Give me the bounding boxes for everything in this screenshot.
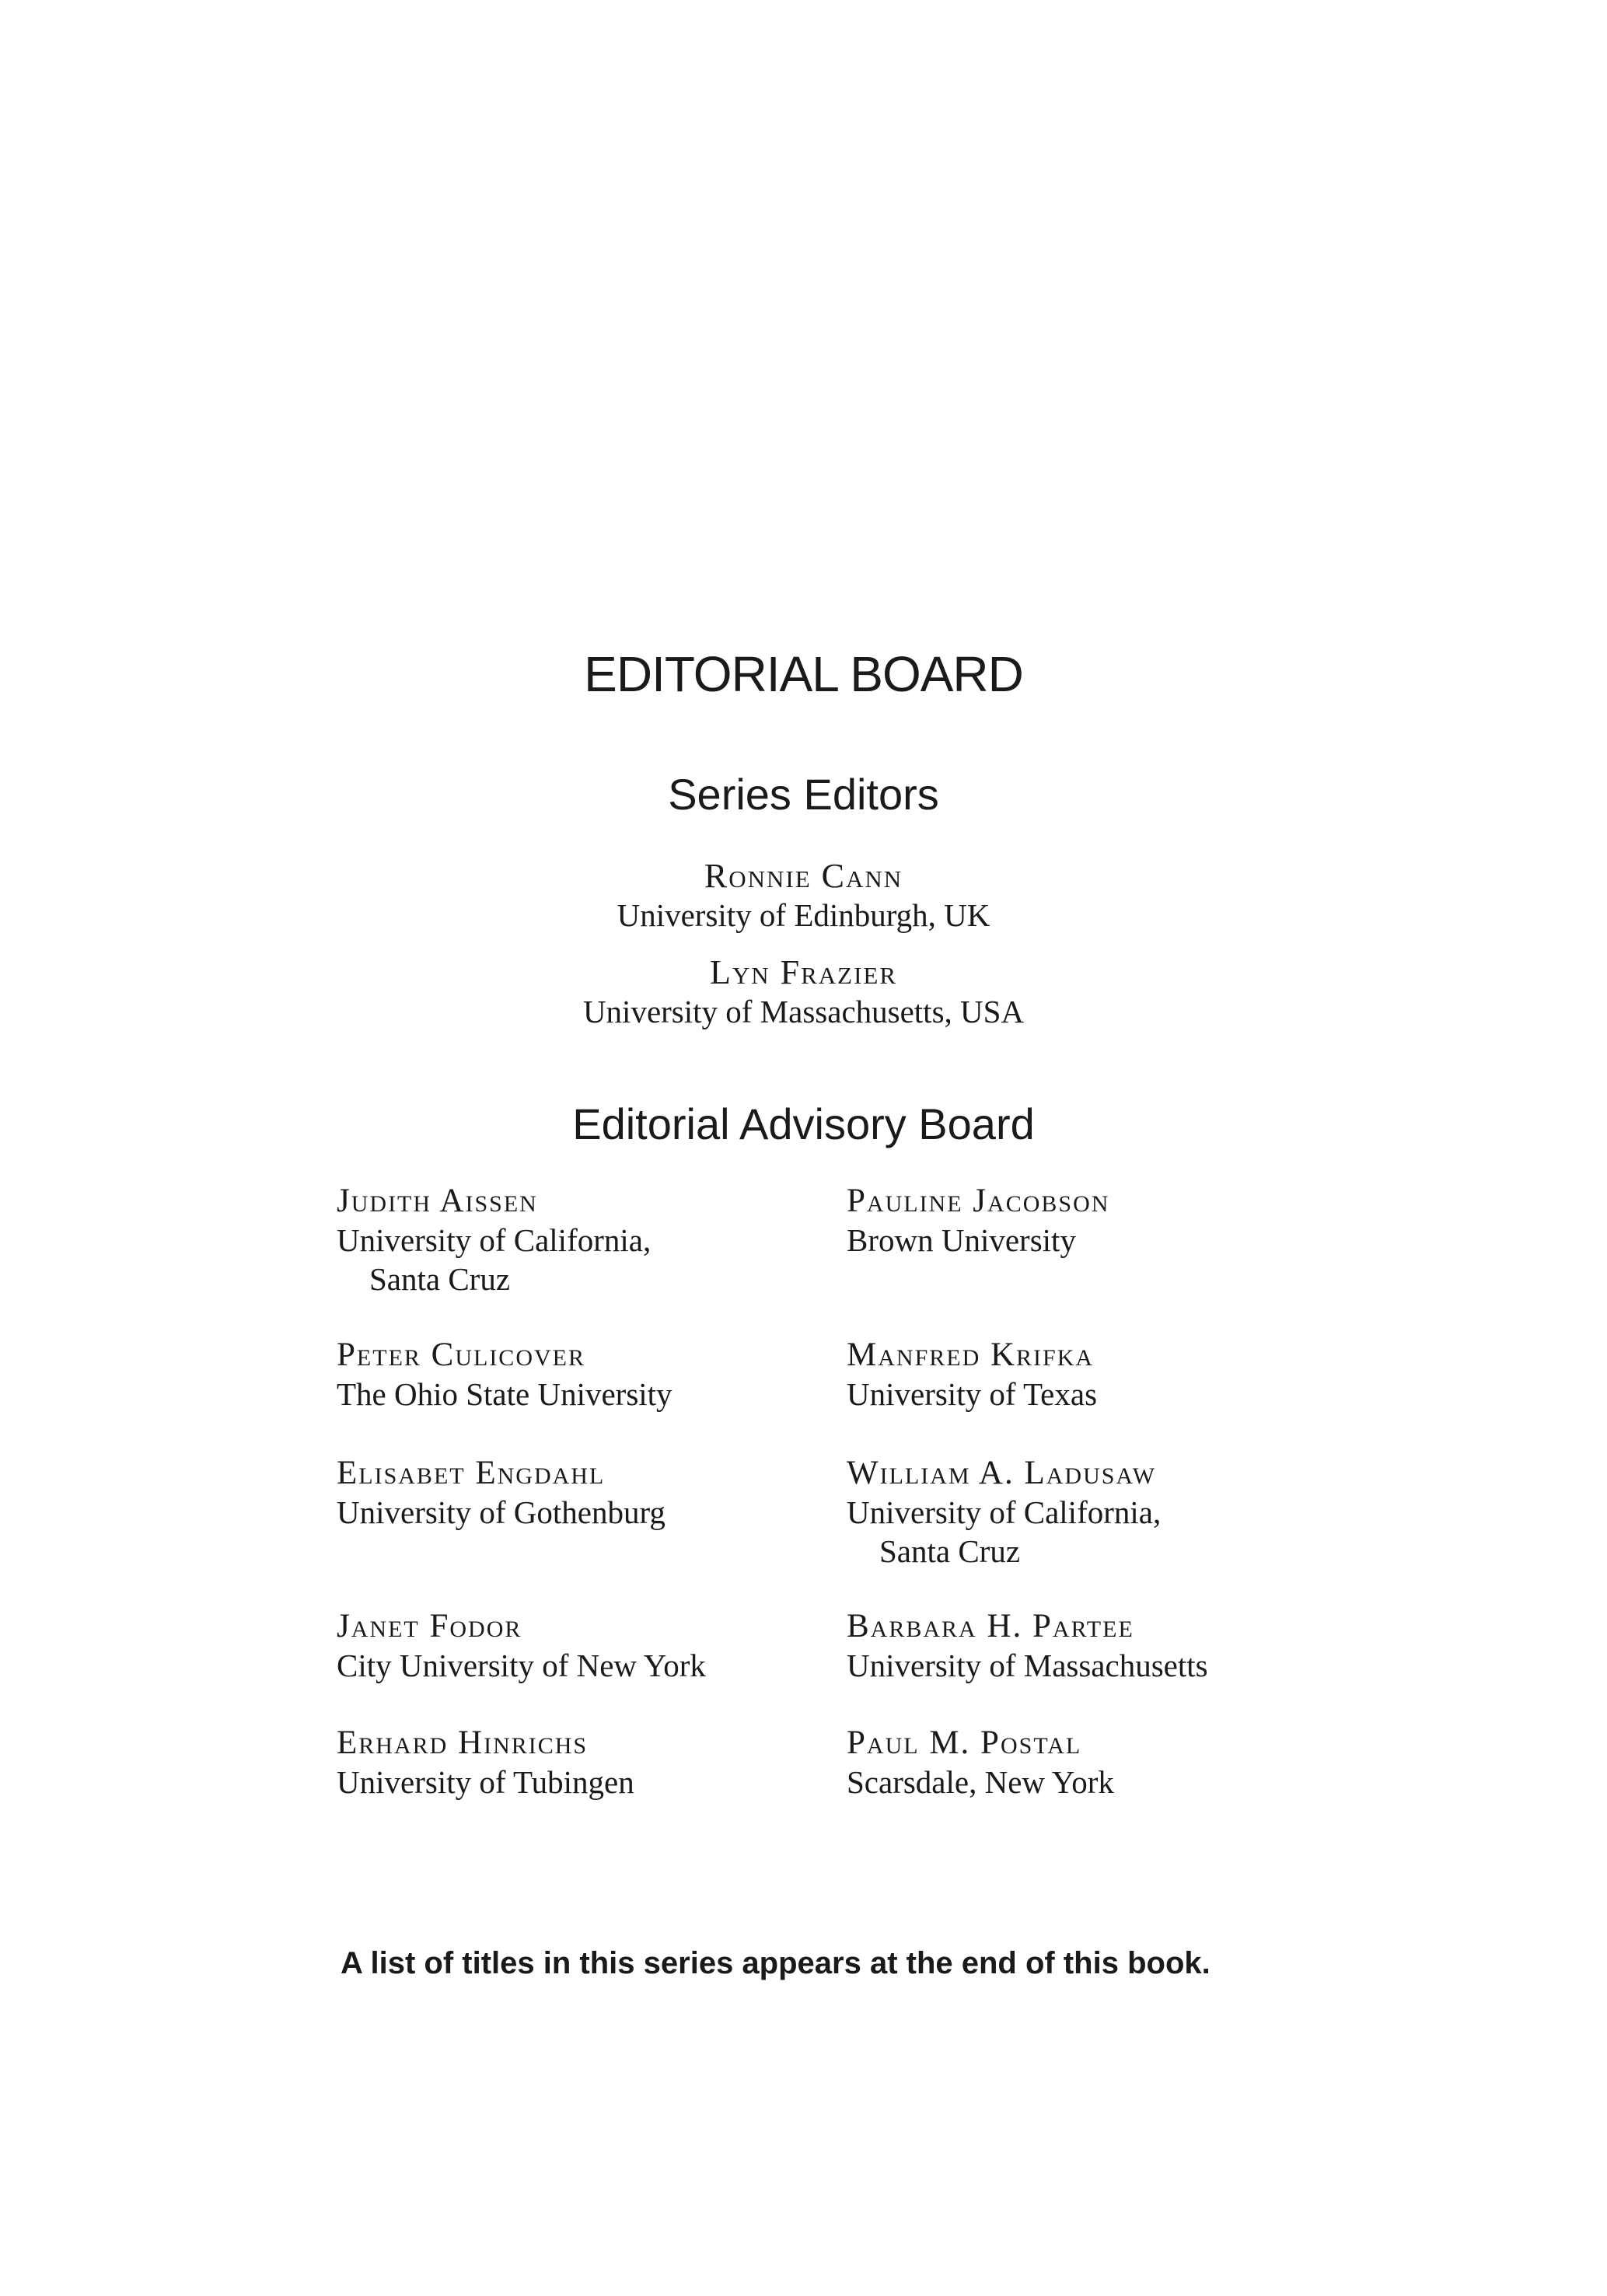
member-affiliation: University of Gothenburg — [337, 1494, 666, 1530]
editor-affiliation: University of Edinburgh, UK — [617, 897, 990, 933]
board-member-entry — [337, 1336, 672, 1414]
editor-affiliation: University of Massachusetts, USA — [582, 994, 1025, 1029]
member-name: Elisabet Engdahl — [337, 1455, 606, 1491]
board-member-entry — [337, 1724, 634, 1802]
member-name: Erhard Hinrichs — [337, 1725, 589, 1761]
series-editor-entry — [0, 857, 1607, 935]
member-affiliation-line2: Santa Cruz — [879, 1533, 1021, 1569]
member-affiliation: The Ohio State University — [337, 1376, 672, 1412]
member-name: Manfred Krifka — [847, 1337, 1095, 1373]
member-name: Barbara H. Partee — [847, 1608, 1134, 1644]
member-affiliation: Scarsdale, New York — [847, 1764, 1114, 1800]
member-affiliation: University of Massachusetts — [847, 1648, 1208, 1683]
board-member-entry — [847, 1607, 1208, 1685]
editor-name: Lyn Frazier — [709, 953, 898, 991]
member-name: Peter Culicover — [337, 1337, 585, 1373]
member-affiliation: University of Texas — [847, 1376, 1098, 1412]
board-member-entry — [847, 1724, 1114, 1802]
member-name: William A. Ladusaw — [847, 1455, 1157, 1491]
member-affiliation-line2: Santa Cruz — [369, 1261, 511, 1297]
member-name: Paul M. Postal — [847, 1725, 1082, 1761]
series-editor-entry — [0, 953, 1607, 1031]
member-name: Janet Fodor — [337, 1608, 522, 1644]
member-name: Judith Aissen — [337, 1183, 538, 1219]
board-member-entry — [337, 1182, 651, 1298]
member-affiliation: University of Tubingen — [337, 1764, 634, 1800]
board-member-entry — [847, 1454, 1161, 1571]
page-title: EDITORIAL BOARD — [584, 646, 1023, 702]
editor-name: Ronnie Cann — [704, 857, 903, 895]
board-member-entry — [337, 1454, 666, 1532]
series-editors-heading: Series Editors — [668, 770, 939, 819]
board-member-entry — [337, 1607, 706, 1685]
advisory-board-heading: Editorial Advisory Board — [572, 1099, 1035, 1148]
footer-note: A list of titles in this series appears at the end of this book. — [341, 1946, 1210, 1980]
member-affiliation: Brown University — [847, 1222, 1076, 1258]
member-name: Pauline Jacobson — [847, 1183, 1110, 1219]
board-member-entry — [847, 1182, 1109, 1260]
board-member-entry — [847, 1336, 1097, 1414]
member-affiliation: City University of New York — [337, 1648, 706, 1683]
member-affiliation: University of California, — [337, 1222, 652, 1258]
member-affiliation: University of California, — [847, 1494, 1162, 1530]
